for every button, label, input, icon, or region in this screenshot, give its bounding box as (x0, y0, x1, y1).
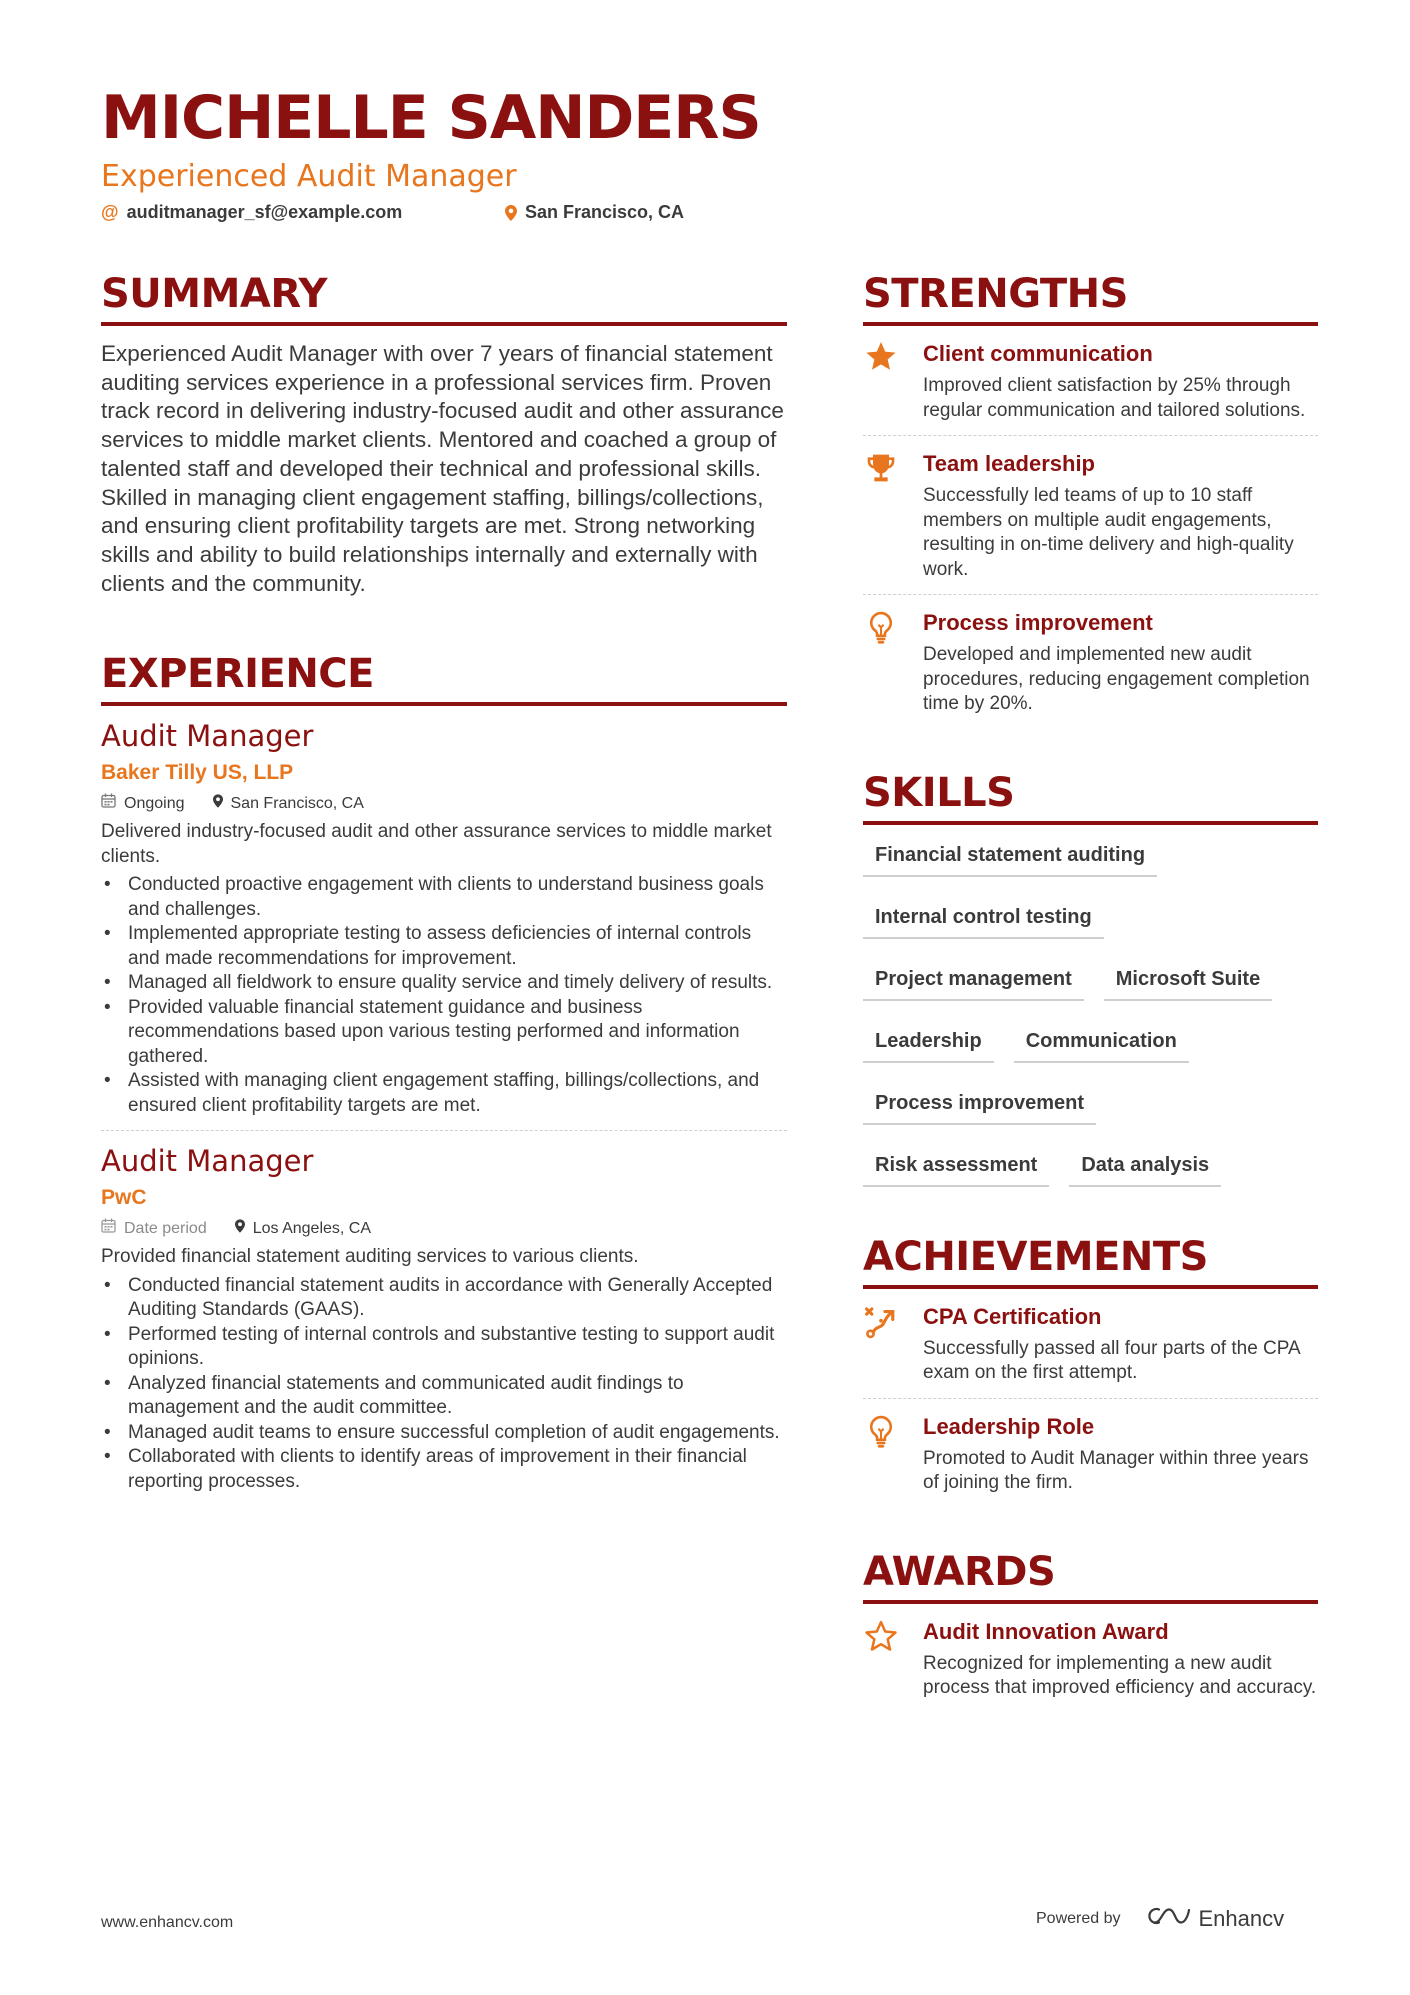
strengths-section (863, 270, 1318, 729)
strategy-icon (863, 1303, 899, 1386)
experience-section (101, 650, 787, 1504)
summary-title: SUMMARY (101, 270, 787, 326)
skills-section (863, 769, 1318, 1187)
strength-desc: Improved client satisfaction by 25% through regular communication and tailored solutions. (923, 375, 1306, 421)
achievement-desc: Promoted to Audit Manager within three years of joining the firm. (923, 1447, 1309, 1493)
strength-title: Process improvement (923, 610, 1153, 635)
strength-desc: Developed and implemented new audit procedures, reducing engagement completion time by 20%. (923, 644, 1310, 714)
strength-desc: Successfully led teams of up to 10 staff members on multiple audit engagements, resulting in on-time delivery and high-quality work. (923, 485, 1294, 580)
bullet-item: • Managed all fieldwork to ensure quality service and timely delivery of results. (101, 971, 787, 996)
strength-title: Client communication (923, 341, 1153, 366)
skills-list (863, 839, 1318, 1187)
at-sign-icon: @ (101, 202, 119, 222)
bullet-item: • Provided valuable financial statement guidance and business recommendations based upon various testing performed and information gathered. (101, 996, 787, 1070)
left-column (101, 270, 787, 1504)
footer-website[interactable]: www.enhancv.com (101, 1914, 234, 1931)
job-period (101, 1217, 207, 1241)
award-desc: Recognized for implementing a new audit process that improved efficiency and accuracy. (923, 1652, 1317, 1698)
summary-section (101, 270, 787, 598)
achievement-item (863, 1399, 1318, 1508)
job-location (235, 1217, 371, 1241)
skill-tag: Project management (863, 963, 1084, 1001)
location-text: San Francisco, CA (230, 795, 364, 813)
achievement-desc: Successfully passed all four parts of the CPA exam on the first attempt. (923, 1337, 1300, 1383)
contact-email[interactable] (101, 202, 402, 223)
job-title: Audit Manager (101, 1144, 314, 1179)
job-description: Provided financial statement auditing services to various clients. (101, 1246, 639, 1268)
skill-tag: Leadership (863, 1025, 994, 1063)
brand-logo[interactable] (1145, 1904, 1285, 1934)
enhancv-logo-icon (1145, 1904, 1191, 1934)
job-location (213, 792, 364, 816)
skill-tag: Process improvement (863, 1087, 1096, 1125)
summary-text: Experienced Audit Manager with over 7 years of financial statement auditing services experience in a professional services firm. Proven track record in delivering industry-focused audit and other assurance services to middle market clients. Mentored and coached a group of talented staff and developed their technical and professional skills. Skilled in managing client engagement staffing, billings/collections, and ensuring client profitability targets are met. Strong networking skills and ability to build relationships internally and externally with clients and the community. (101, 341, 784, 596)
star-outline-icon (863, 1618, 899, 1701)
strength-title: Team leadership (923, 451, 1095, 476)
company-name: PwC (101, 1186, 147, 1210)
job-meta (101, 792, 787, 816)
bullet-item: • Managed audit teams to ensure successful completion of audit engagements. (101, 1421, 787, 1446)
strength-item (863, 595, 1318, 729)
candidate-name: MICHELLE SANDERS (101, 83, 761, 153)
skill-tag: Financial statement auditing (863, 839, 1157, 877)
calendar-icon (101, 1217, 116, 1241)
location-pin-icon (213, 792, 223, 816)
brand-name: Enhancv (1198, 1906, 1285, 1931)
bullet-item: • Performed testing of internal controls and substantive testing to support audit opinions. (101, 1323, 787, 1372)
strength-item (863, 436, 1318, 595)
lightbulb-icon (863, 1413, 899, 1496)
period-text: Date period (124, 1220, 207, 1238)
job-bullets (101, 1274, 787, 1495)
achievement-title: CPA Certification (923, 1303, 1102, 1329)
experience-title: EXPERIENCE (101, 650, 787, 706)
bullet-item: • Implemented appropriate testing to assess deficiencies of internal controls and made recommendations for improvement. (101, 922, 787, 971)
strength-item (863, 326, 1318, 436)
location-pin-icon (235, 1217, 245, 1241)
period-text: Ongoing (124, 795, 185, 813)
contact-location (505, 202, 684, 223)
award-title: Audit Innovation Award (923, 1618, 1169, 1644)
footer-branding (1036, 1904, 1284, 1934)
bullet-item: • Conducted financial statement audits in accordance with Generally Accepted Auditing Standards (GAAS). (101, 1274, 787, 1323)
awards-section (863, 1548, 1318, 1713)
awards-title: AWARDS (863, 1548, 1318, 1604)
company-name: Baker Tilly US, LLP (101, 761, 294, 785)
powered-by-text: Powered by (1036, 1910, 1121, 1927)
location-pin-icon (505, 205, 517, 221)
job-meta (101, 1217, 787, 1241)
job-entry (101, 718, 787, 1128)
skill-tag: Microsoft Suite (1104, 963, 1272, 1001)
job-entry (101, 1130, 787, 1504)
skill-tag: Communication (1014, 1025, 1189, 1063)
achievements-title: ACHIEVEMENTS (863, 1233, 1318, 1289)
right-column (863, 270, 1318, 1713)
location-text: Los Angeles, CA (252, 1220, 372, 1238)
achievements-section (863, 1233, 1318, 1508)
strengths-title: STRENGTHS (863, 270, 1318, 326)
job-title: Audit Manager (101, 719, 314, 754)
skill-tag: Internal control testing (863, 901, 1104, 939)
skills-title: SKILLS (863, 769, 1318, 825)
star-filled-icon (863, 340, 899, 423)
location-text: San Francisco, CA (525, 202, 685, 222)
job-description: Delivered industry-focused audit and other assurance services to middle market clients. (101, 821, 772, 867)
candidate-role: Experienced Audit Manager (101, 159, 517, 194)
trophy-icon (863, 450, 899, 582)
skill-tag: Data analysis (1069, 1149, 1221, 1187)
bullet-item: • Assisted with managing client engagement staffing, billings/collections, and ensured client profitability targets are met. (101, 1069, 787, 1118)
skill-tag: Risk assessment (863, 1149, 1049, 1187)
bullet-item: • Conducted proactive engagement with clients to understand business goals and challenges. (101, 873, 787, 922)
job-bullets (101, 873, 787, 1118)
bullet-item: • Collaborated with clients to identify areas of improvement in their financial reporting processes. (101, 1445, 787, 1494)
achievement-title: Leadership Role (923, 1413, 1095, 1439)
bullet-item: • Analyzed financial statements and communicated audit findings to management and the audit committee. (101, 1372, 787, 1421)
email-text: auditmanager_sf@example.com (126, 202, 403, 222)
job-period (101, 792, 185, 816)
calendar-icon (101, 792, 116, 816)
achievement-item (863, 1289, 1318, 1399)
lightbulb-icon (863, 609, 899, 717)
award-item (863, 1604, 1318, 1713)
